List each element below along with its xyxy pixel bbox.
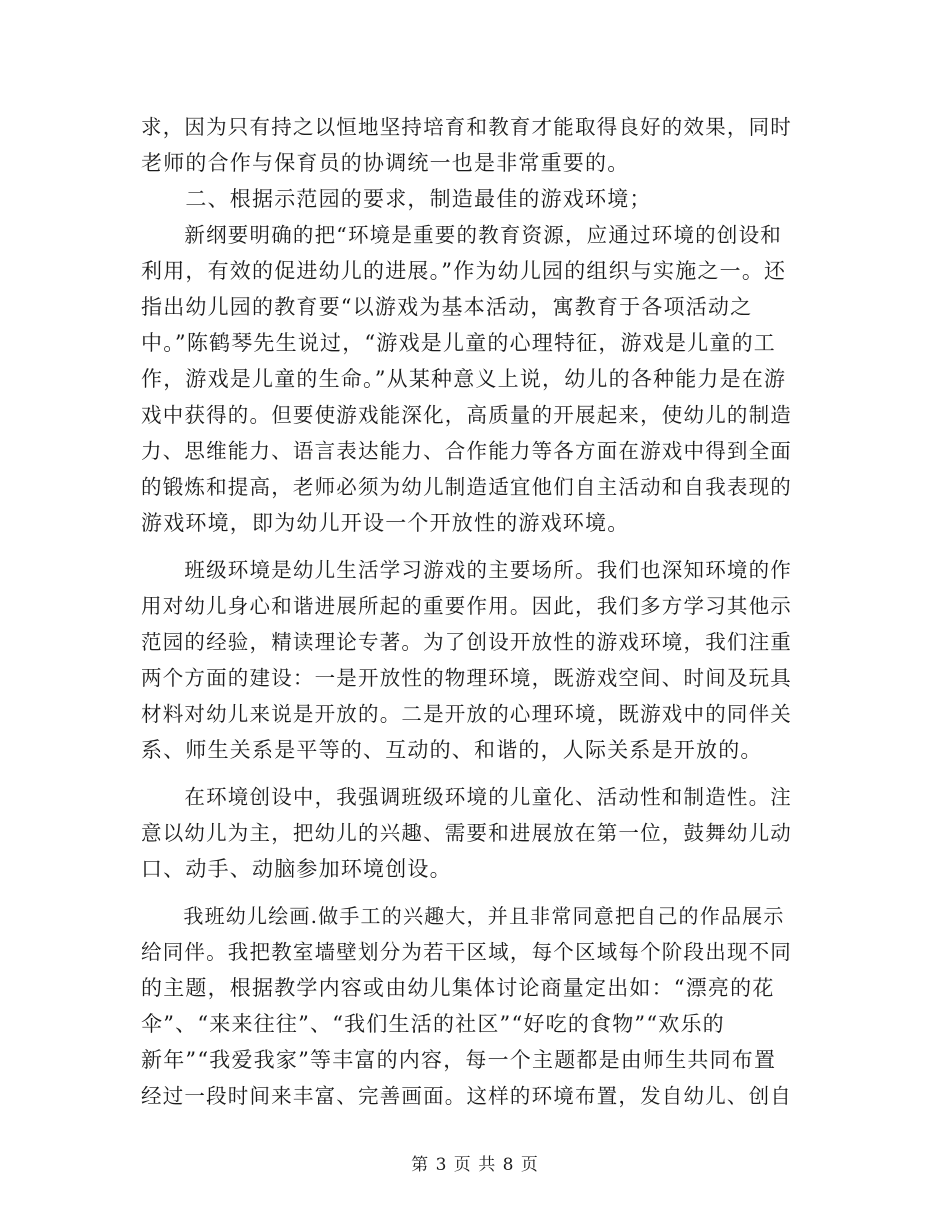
text-line: 的主题，根据教学内容或由幼儿集体讨论商量定出如：“漂亮的花 — [141, 976, 775, 1000]
text-line: 新年”“我爱我家”等丰富的内容，每一个主题都是由师生共同布置 — [141, 1048, 777, 1072]
text-line: 口、动手、动脑参加环境创设。 — [141, 857, 452, 881]
text-line: 利用，有效的促进幼儿的进展。”作为幼儿园的组织与实施之一。还 — [141, 259, 787, 283]
text-line: 两个方面的建设：一是开放性的物理环境，既游戏空间、时间及玩具 — [141, 666, 792, 690]
text-line: 伞”、“来来往往”、“我们生活的社区”“好吃的食物”“欢乐的 — [141, 1012, 725, 1036]
text-line: 老师的合作与保育员的协调统一也是非常重要的。 — [141, 151, 630, 175]
text-line: 系、师生关系是平等的、互动的、和谐的，人际关系是开放的。 — [141, 738, 763, 762]
text-line: 给同伴。我把教室墙壁划分为若干区域，每个区域每个阶段出现不同 — [141, 940, 792, 964]
text-line: 材料对幼儿来说是开放的。二是开放的心理环境，既游戏中的同伴关 — [141, 702, 792, 726]
text-line: 中。”陈鹤琴先生说过，“游戏是儿童的心理特征，游戏是儿童的工 — [141, 331, 776, 355]
text-line: 班级环境是幼儿生活学习游戏的主要场所。我们也深知环境的作 — [141, 558, 792, 582]
text-line: 经过一段时间来丰富、完善画面。这样的环境布置，发自幼儿、创自 — [141, 1084, 792, 1108]
text-line: 新纲要明确的把“环境是重要的教育资源，应通过环境的创设和 — [141, 223, 782, 247]
text-line: 求，因为只有持之以恒地坚持培育和教育才能取得良好的效果，同时 — [141, 115, 792, 139]
text-line: 用对幼儿身心和谐进展所起的重要作用。因此，我们多方学习其他示 — [141, 594, 792, 618]
text-line: 在环境创设中，我强调班级环境的儿童化、活动性和制造性。注 — [141, 785, 792, 809]
text-line: 戏中获得的。但要使游戏能深化，高质量的开展起来，使幼儿的制造 — [141, 403, 792, 427]
text-line: 指出幼儿园的教育要“以游戏为基本活动，寓教育于各项活动之 — [141, 295, 753, 319]
text-line: 的锻炼和提高，老师必须为幼儿制造适宜他们自主活动和自我表现的 — [141, 475, 792, 499]
section-heading: 二、根据示范园的要求，制造最佳的游戏环境； — [141, 187, 652, 211]
text-line: 游戏环境，即为幼儿开设一个开放性的游戏环境。 — [141, 511, 630, 535]
text-line: 作，游戏是儿童的生命。”从某种意义上说，幼儿的各种能力是在游 — [141, 367, 787, 391]
text-line: 范园的经验，精读理论专著。为了创设开放性的游戏环境，我们注重 — [141, 630, 792, 654]
text-line: 我班幼儿绘画.做手工的兴趣大，并且非常同意把自己的作品展示 — [141, 904, 785, 928]
text-line: 意以幼儿为主，把幼儿的兴趣、需要和进展放在第一位，鼓舞幼儿动 — [141, 821, 792, 845]
text-line: 力、思维能力、语言表达能力、合作能力等各方面在游戏中得到全面 — [141, 439, 792, 463]
page-number-footer: 第 3 页 共 8 页 — [411, 1155, 539, 1175]
